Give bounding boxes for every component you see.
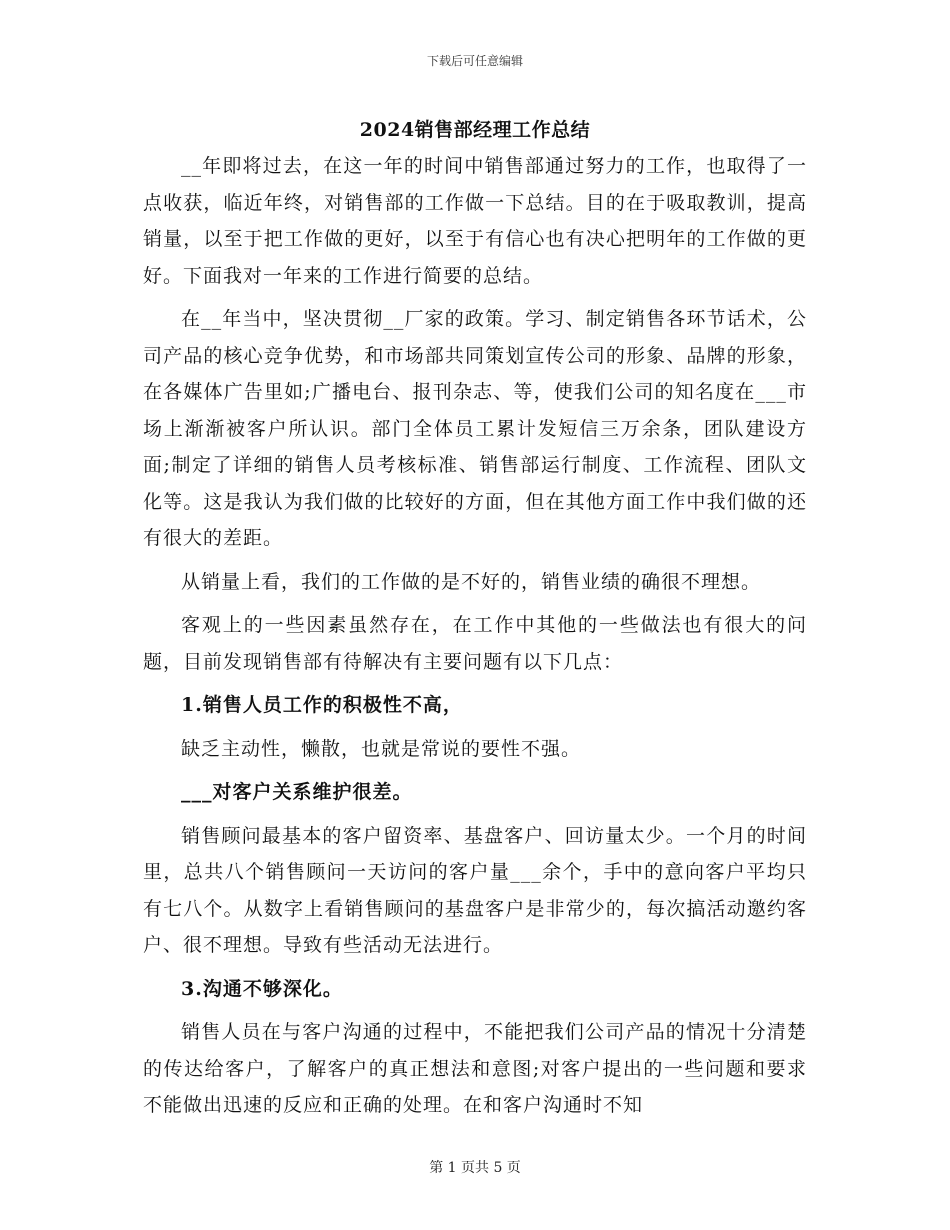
section-heading-1: 1.销售人员工作的积极性不高， (181, 694, 463, 716)
paragraph-section-2: 销售顾问最基本的客户留资率、基盘客户、回访量太少。一个月的时间里，总共八个销售顾问一天访问的客户量___余个，手中的意向客户平均只有七八个。从数字上看销售顾问的基盘客户是非常少的，每次搞活动邀约客户、很不理想。导致有些活动无法进行。 (143, 824, 807, 956)
document-title: 2024销售部经理工作总结 (359, 119, 591, 141)
paragraph-sales-volume: 从销量上看，我们的工作做的是不好的，销售业绩的确很不理想。 (181, 570, 762, 593)
paragraph-achievements: 在__年当中，坚决贯彻__厂家的政策。学习、制定销售各环节话术，公司产品的核心竞争优势，和市场部共同策划宣传公司的形象、品牌的形象，在各媒体广告里如;广播电台、报刊杂志、等，使我们公司的知名度在___市场上渐渐被客户所认识。部门全体员工累计发短信三万余条，团队建设方面;制定了详细的销售人员考核标准、销售部运行制度、工作流程、团队文化等。这是我认为我们做的比较好的方面，但在其他方面工作中我们做的还有很大的差距。 (143, 308, 807, 549)
document-body (143, 148, 807, 1131)
paragraph-problems-intro: 客观上的一些因素虽然存在，在工作中其他的一些做法也有很大的问题，目前发现销售部有待解决有主要问题有以下几点： (143, 614, 807, 673)
header-note: 下载后可任意编辑 (426, 54, 523, 68)
section-heading-3: 3.沟通不够深化。 (181, 977, 343, 1000)
page-number: 第 1 页共 5 页 (429, 1160, 521, 1176)
paragraph-intro: __年即将过去，在这一年的时间中销售部通过努力的工作，也取得了一点收获，临近年终，对销售部的工作做一下总结。目的在于吸取教训，提高销量，以至于把工作做的更好，以至于有信心也有决心把明年的工作做的更好。下面我对一年来的工作进行简要的总结。 (143, 155, 807, 287)
paragraph-section-1: 缺乏主动性，懒散，也就是常说的要性不强。 (181, 737, 582, 760)
paragraph-section-3: 销售人员在与客户沟通的过程中，不能把我们公司产品的情况十分清楚的传达给客户，了解客户的真正想法和意图;对客户提出的一些问题和要求不能做出迅速的反应和正确的处理。在和客户沟通时不知 (143, 1021, 807, 1116)
section-heading-2: ___对客户关系维护很差。 (181, 781, 413, 803)
